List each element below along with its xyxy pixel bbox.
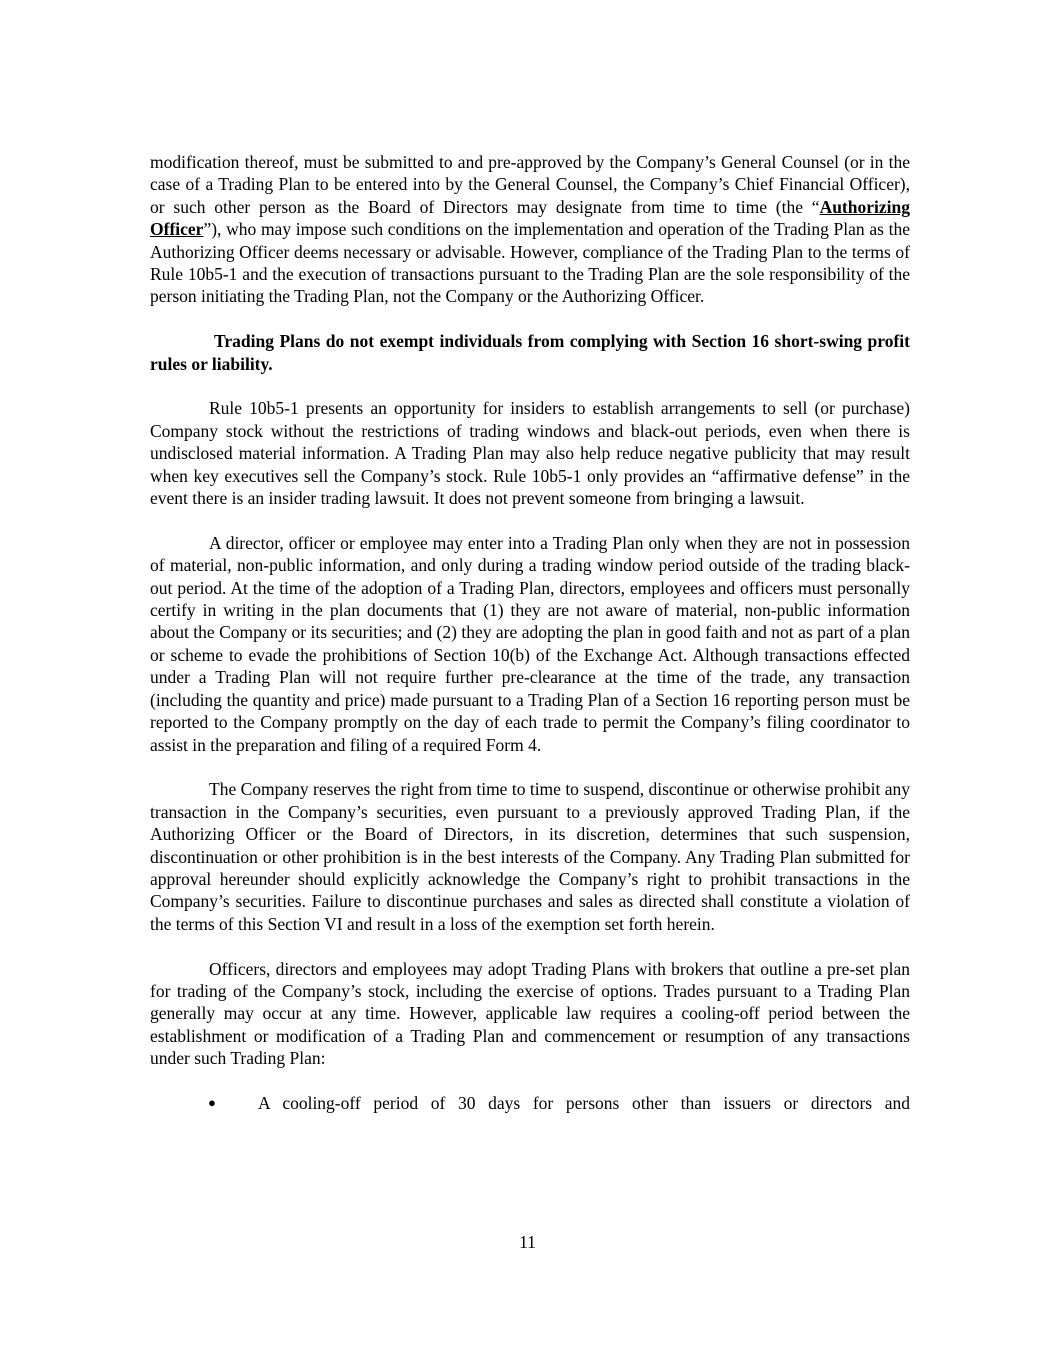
paragraph-authorizing-officer (150, 151, 910, 308)
paragraph-cooling-off: Officers, directors and employees may adopt Trading Plans with brokers that outline a pre-set plan for trading of the Company’s stock, including the exercise of options. Trades pursuant to a Trading Plan generally may occur at any time. However, applicable law requires a cooling-off period between the establishment or modification of a Trading Plan and commencement or resumption of any transactions under such Trading Plan: (150, 958, 910, 1069)
bold-heading-paragraph: Trading Plans do not exempt individuals from complying with Section 16 short-swing profit rules or liability. (150, 331, 910, 374)
bullet-icon: ● (208, 1094, 216, 1110)
document-page (150, 151, 910, 1114)
bullet-list-item (150, 1092, 910, 1114)
defined-term-authorizing-officer: Authorizing Officer (150, 196, 910, 240)
paragraph-trading-plan-eligibility: A director, officer or employee may enter into a Trading Plan only when they are not in possession of material, non-public information, and only during a trading window period outside of the trading black-out period. At the time of the adoption of a Trading Plan, directors, employees and officers must personally certify in writing in the plan documents that (1) they are not aware of material, non-public information about the Company or its securities; and (2) they are adopting the plan in good faith and not as part of a plan or scheme to evade the prohibitions of Section 10(b) of the Exchange Act. Although transactions effected under a Trading Plan will not require further pre-clearance at the time of the trade, any transaction (including the quantity and price) made pursuant to a Trading Plan of a Section 16 reporting person must be reported to the Company promptly on the day of each trade to permit the Company’s filing coordinator to assist in the preparation and filing of a required Form 4. (150, 532, 910, 755)
paragraph-company-rights: The Company reserves the right from time to time to suspend, discontinue or otherwise prohibit any transaction in the Company’s securities, even pursuant to a previously approved Trading Plan, if the Authorizing Officer or the Board of Directors, in its discretion, determines that such suspension, discontinuation or other prohibition is in the best interests of the Company. Any Trading Plan submitted for approval hereunder should explicitly acknowledge the Company’s right to prohibit transactions in the Company’s securities. Failure to discontinue purchases and sales as directed shall constitute a violation of the terms of this Section VI and result in a loss of the exemption set forth herein. (150, 779, 910, 934)
paragraph-text: modification thereof, must be submitted to and pre-approved by the Company’s General Counsel (or in the case of a Trading Plan to be entered into by the General Counsel, the Company’s Chief Financial Officer), or such other person as the Board of Directors may designate from time to time (the “ (150, 152, 910, 217)
paragraph-text: ”), who may impose such conditions on the implementation and operation of the Trading Plan as the Authorizing Officer deems necessary or advisable. However, compliance of the Trading Plan to the terms of Rule 10b5-1 and the execution of transactions pursuant to the Trading Plan are the sole responsibility of the person initiating the Trading Plan, not the Company or the Authorizing Officer. (150, 219, 910, 307)
page-number: 11 (519, 1232, 536, 1252)
paragraph-rule-10b5-1: Rule 10b5-1 presents an opportunity for insiders to establish arrangements to sell (or purchase) Company stock without the restrictions of trading windows and black-out periods, even when there is undisclosed material information. A Trading Plan may also help reduce negative publicity that may result when key executives sell the Company’s stock. Rule 10b5-1 only provides an “affirmative defense” in the event there is an insider trading lawsuit. It does not prevent someone from bringing a lawsuit. (150, 398, 910, 509)
bullet-text: A cooling-off period of 30 days for persons other than issuers or directors and (258, 1092, 910, 1113)
